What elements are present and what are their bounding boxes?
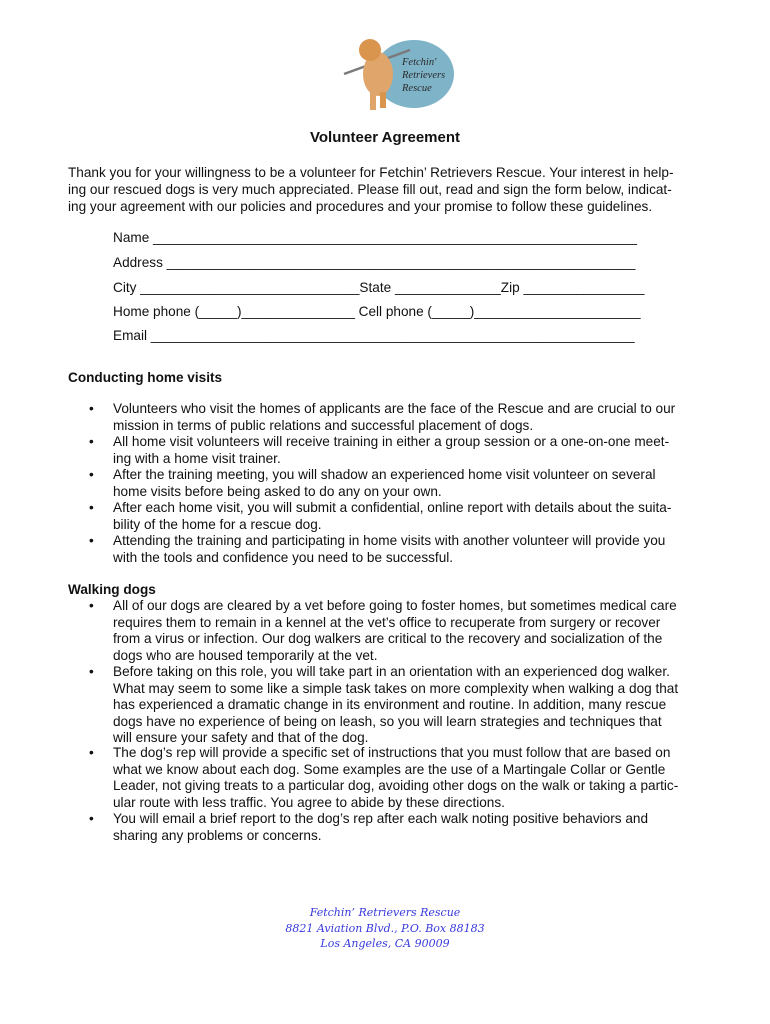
list-item: After each home visit, you will submit a confidential, online report with details about the suita- bility of the home for a rescue dog. bbox=[113, 500, 672, 532]
intro-paragraph bbox=[68, 164, 704, 216]
intro-line: ing your agreement with our policies and procedures and your promise to follow these guidelines. bbox=[68, 199, 653, 215]
footer-street: 8821 Aviation Blvd., P.O. Box 88183 bbox=[285, 921, 485, 935]
footer-address bbox=[0, 905, 770, 952]
logo-dog-leg bbox=[380, 92, 386, 108]
bullet-icon: • bbox=[89, 467, 94, 482]
bullet-icon: • bbox=[89, 533, 94, 548]
list-item: You will email a brief report to the dog’s rep after each walk noting positive behaviors and sharing any problems or concerns. bbox=[113, 811, 649, 843]
bullet-icon: • bbox=[89, 745, 94, 760]
name-field[interactable]: Name ________________________________________________________________ bbox=[113, 230, 637, 245]
address-field[interactable]: Address ______________________________________________________________ bbox=[113, 255, 636, 270]
list-item: All of our dogs are cleared by a vet before going to foster homes, but sometimes medical care requires them to remain in a kennel at the vet’s office to recuperate from surgery or recover from a virus or infection. Our dog walkers are critical to the recovery and socialization of the dogs who are housed temporarily at the vet. bbox=[113, 598, 677, 663]
list-item: After the training meeting, you will shadow an experienced home visit volunteer on several home visits before being asked to do any on your own. bbox=[113, 467, 656, 499]
logo-text-line: Rescue bbox=[402, 83, 432, 94]
footer-city: Los Angeles, CA 90009 bbox=[320, 937, 450, 951]
section-heading-walking-dogs: Walking dogs bbox=[68, 582, 156, 597]
phone-fields[interactable]: Home phone (_____)_______________ Cell phone (_____)______________________ bbox=[113, 304, 641, 319]
logo-text-line: Fetchin' bbox=[402, 57, 437, 68]
intro-line: ing our rescued dogs is very much appreciated. Please fill out, read and sign the form below, indicat- bbox=[68, 182, 672, 198]
city-state-zip-field[interactable]: City _____________________________State ______________Zip ________________ bbox=[113, 280, 645, 295]
list-item: All home visit volunteers will receive training in either a group session or a one-on-one meet- ing with a home visit trainer. bbox=[113, 434, 670, 466]
list-item: The dog’s rep will provide a specific set of instructions that you must follow that are based on what we know about each dog. Some examples are the use of a Martingale Collar or Gentle Leader, not giving treats to a particular dog, avoiding other dogs on the walk or taking a partic- ular route with less traffic. You agree to abide by these directions. bbox=[113, 745, 679, 810]
footer-org-name: Fetchin’ Retrievers Rescue bbox=[309, 906, 461, 919]
bullet-icon: • bbox=[89, 811, 94, 826]
logo-dog-head bbox=[359, 39, 381, 61]
bullet-icon: • bbox=[89, 401, 94, 416]
logo-text-line: Retrievers bbox=[402, 70, 446, 81]
list-item: Attending the training and participating in home visits with another volunteer will provide you with the tools and confidence you need to be successful. bbox=[113, 533, 666, 565]
section-heading-home-visits: Conducting home visits bbox=[68, 370, 223, 385]
bullet-icon: • bbox=[89, 434, 94, 449]
list-item: Before taking on this role, you will take part in an orientation with an experienced dog walker. What may seem to some like a simple task takes on more complexity when walking a dog that has experienced a dramatic change in its environment and routine. In addition, many rescue dogs have no experience of being on leash, so you will learn strategies and techniques that will ensure your safety and that of the dog. bbox=[113, 664, 679, 745]
email-field[interactable]: Email ________________________________________________________________ bbox=[113, 328, 635, 343]
intro-line: Thank you for your willingness to be a volunteer for Fetchin’ Retrievers Rescue. Your interest in help- bbox=[68, 165, 674, 180]
logo-dog-leg bbox=[370, 92, 376, 110]
bullet-icon: • bbox=[89, 598, 94, 613]
page-title: Volunteer Agreement bbox=[309, 129, 461, 146]
bullet-icon: • bbox=[89, 664, 94, 679]
bullet-icon: • bbox=[89, 500, 94, 515]
list-item: Volunteers who visit the homes of applicants are the face of the Rescue and are crucial to our mission in terms of public relations and successful placement of dogs. bbox=[113, 401, 676, 433]
